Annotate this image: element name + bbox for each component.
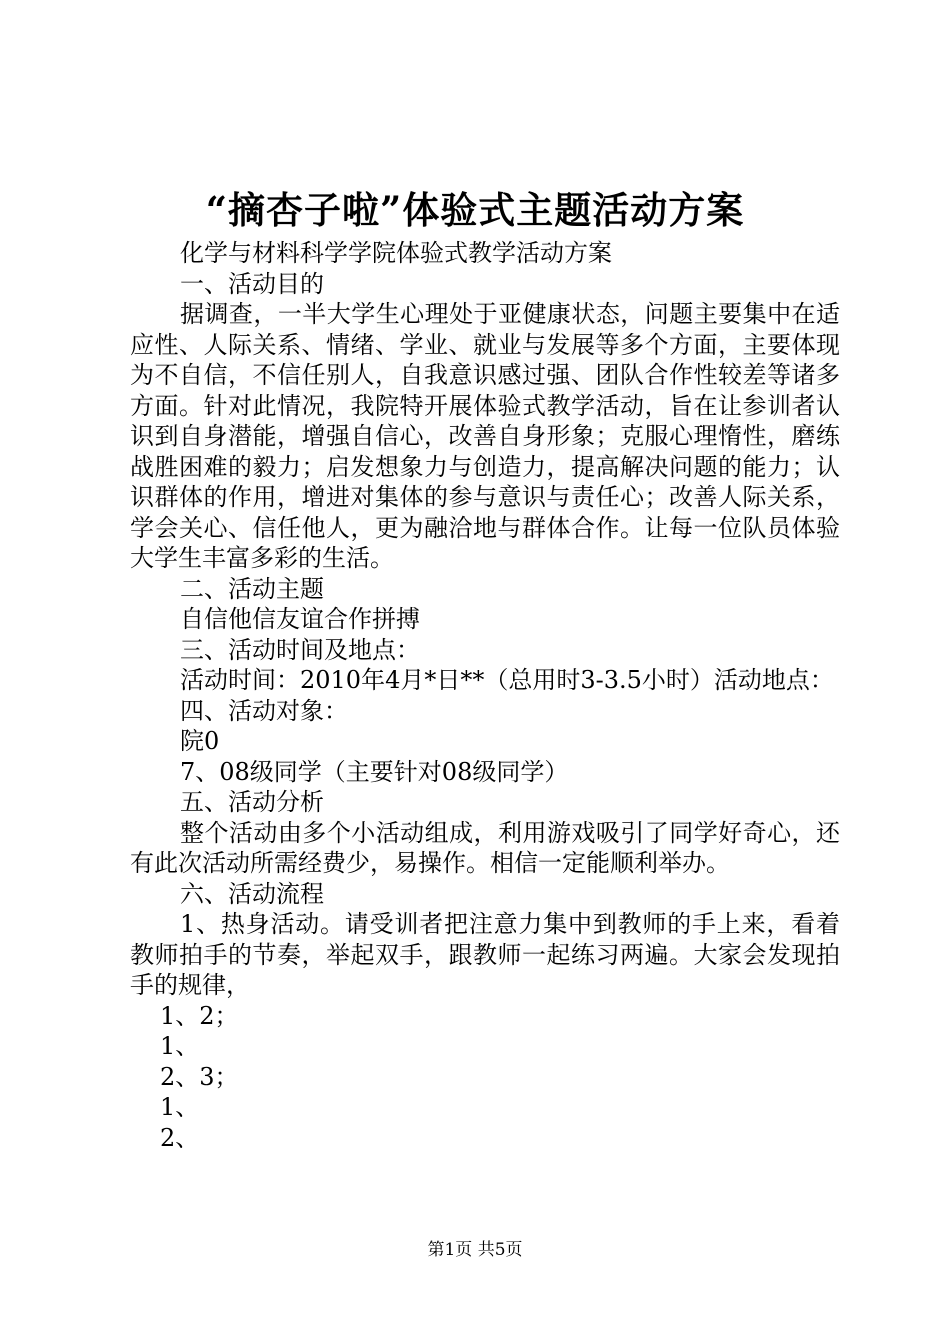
list-item: 1、 <box>160 1032 200 1060</box>
paragraph-audience-line-2: 7、08级同学（主要针对08级同学） <box>180 757 569 786</box>
paragraph-analysis-body: 整个活动由多个小活动组成，利用游戏吸引了同学好奇心，还有此次活动所需经费少，易操作。相信一定能顺利举办。 <box>130 818 840 877</box>
paragraph-purpose-body: 据调查，一半大学生心理处于亚健康状态，问题主要集中在适应性、人际关系、情绪、学业、就业与发展等多个方面，主要体现为不自信，不信任别人，自我意识感过强、团队合作性较差等诸多方面。针对此情况，我院特开展体验式教学活动，旨在让参训者认识到自身潜能，增强自信心，改善自身形象；克服心理惰性，磨练战胜困难的毅力；启发想象力与创造力，提高解决问题的能力；认识群体的作用，增进对集体的参与意识与责任心；改善人际关系，学会关心、信任他人，更为融洽地与群体合作。让每一位队员体验大学生丰富多彩的生活。 <box>130 300 840 572</box>
heading-audience: 四、活动对象： <box>180 696 348 725</box>
paragraph-theme-body: 自信他信友谊合作拼搏 <box>180 605 420 633</box>
heading-activity-theme: 二、活动主题 <box>180 574 324 603</box>
list-item: 1、2； <box>160 1001 239 1030</box>
paragraph-warmup: 1、热身活动。请受训者把注意力集中到教师的手上来，看着教师拍手的节奏，举起双手，跟教师一起练习两遍。大家会发现拍手的规律， <box>130 910 840 999</box>
heading-activity-purpose: 一、活动目的 <box>180 269 324 298</box>
list-item: 2、 <box>160 1123 200 1152</box>
paragraph-audience-line-1: 院0 <box>180 727 220 755</box>
page-number: 第1页 共5页 <box>427 1240 523 1260</box>
paragraph-time-place-body: 活动时间：2010年4月*日**（总用时3-3.5小时）活动地点： <box>180 666 834 694</box>
document-title: “摘杏子啦”体验式主题活动方案 <box>205 188 745 232</box>
heading-analysis: 五、活动分析 <box>180 788 324 816</box>
list-item: 2、3； <box>160 1062 239 1091</box>
document-body <box>130 238 840 1153</box>
heading-time-place: 三、活动时间及地点： <box>180 635 420 664</box>
list-item: 1、 <box>160 1093 200 1121</box>
heading-process: 六、活动流程 <box>180 879 324 908</box>
paragraph-subtitle: 化学与材料科学学院体验式教学活动方案 <box>180 239 612 267</box>
